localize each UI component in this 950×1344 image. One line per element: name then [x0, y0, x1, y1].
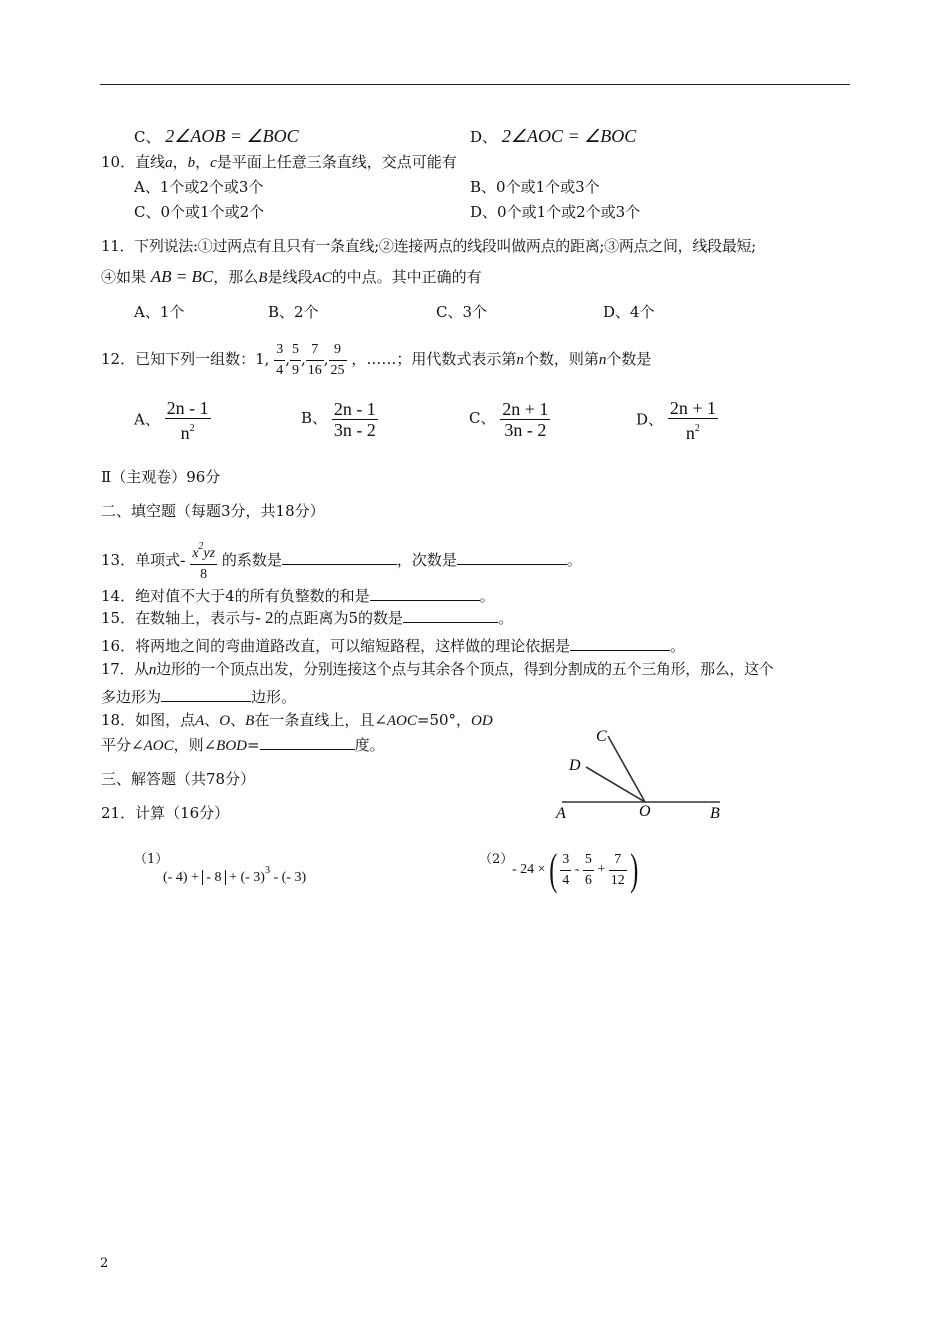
- q10-option-d: D、0个或1个或2个或3个: [470, 203, 641, 221]
- q18-point-b: B: [245, 713, 255, 729]
- q12-comma: ,: [300, 350, 306, 368]
- q12-stem-pre: 12．已知下列一组数：1,: [101, 350, 270, 368]
- figure-label-d: D: [569, 757, 581, 774]
- q13-pre: 13．单项式: [101, 551, 181, 569]
- q13-frac-den: 8: [200, 567, 208, 582]
- q17-line1-post: 边形的一个顶点出发，分别连接这个点与其余各个顶点，得到分割成的五个三角形，那么，这个: [156, 660, 774, 678]
- q12-seq-num: 5: [290, 340, 301, 361]
- q13-neg: -: [180, 552, 186, 569]
- q13-num-yz: yz: [203, 546, 216, 561]
- q12-option-a-label: A、: [134, 410, 160, 429]
- q11-line1: 11．下列说法:①过两点有且只有一条直线;②连接两点的线段叫做两点的距离;③两点之间，线段最短;: [101, 237, 756, 255]
- q16: [101, 635, 685, 656]
- q12-var-n: n: [598, 352, 607, 368]
- q11-option-a: A、1个: [134, 303, 185, 321]
- q15-pre: 15．在数轴上，表示与: [101, 609, 256, 627]
- q9-option-d-math: 2∠AOC = ∠BOC: [501, 126, 637, 146]
- q21-part2-frac2-den: 6: [584, 872, 592, 888]
- q10-sep2: ，: [195, 153, 211, 171]
- q13-frac-num: [190, 537, 217, 565]
- q9-option-c-math: 2∠AOB = ∠BOC: [165, 126, 299, 146]
- q12-seq-den: 25: [330, 362, 345, 378]
- q13: [101, 537, 582, 585]
- q21-part1-expr-a: (- 4) +: [163, 870, 203, 885]
- q21-part1-expr-c: - (- 3): [269, 870, 307, 885]
- q12-stem-post2: 个数，则第: [523, 350, 599, 368]
- q14-end: 。: [479, 587, 495, 605]
- q11-line2-mid2: 是线段: [267, 268, 313, 286]
- q9-option-c: [134, 126, 299, 147]
- q9-option-d-label: D、: [470, 128, 498, 146]
- q15: [101, 607, 513, 628]
- q12-seq-frac: [290, 340, 301, 381]
- page-number: 2: [100, 1256, 109, 1271]
- q10-var-b: b: [187, 155, 196, 171]
- q12-seq-den: 4: [276, 362, 284, 378]
- q10-stem: [101, 152, 457, 173]
- q12-option-d: [636, 398, 718, 443]
- q13-blank-coefficient[interactable]: [282, 549, 397, 565]
- q18-line2-eq: =: [246, 736, 260, 754]
- q12-stem-post3: 个数是: [606, 350, 652, 368]
- q12-option-d-den-base: n: [685, 423, 695, 443]
- q10-option-b: B、0个或1个或3个: [470, 178, 600, 196]
- q12-option-d-den: [668, 419, 718, 443]
- q11-line2-post: 的中点。其中正确的有: [331, 268, 482, 286]
- section3-title: 三、解答题（共78分）: [101, 770, 256, 788]
- q12-option-a-den-sup: 2: [189, 423, 195, 434]
- q13-num-x: x: [192, 546, 199, 561]
- q21-part2-frac1-num: 3: [560, 850, 571, 871]
- ray-oc: [608, 736, 645, 802]
- q21-part2-frac2: [583, 850, 594, 891]
- q12-seq-frac: [306, 340, 324, 381]
- q10-var-a: a: [165, 155, 173, 171]
- q12-option-c-frac: [500, 399, 550, 440]
- q18-angle-aoc: AOC: [143, 738, 174, 754]
- q17-line1-pre: 17．从: [101, 660, 149, 678]
- q12-option-a: [134, 398, 211, 443]
- section2-title: 二、填空题（每题3分，共18分）: [101, 502, 325, 520]
- q21-part1-expr: [163, 861, 306, 888]
- q21-part1-sup: 3: [264, 865, 270, 876]
- q15-blank[interactable]: [403, 607, 498, 623]
- q15-end: 。: [498, 609, 514, 627]
- q21-part1-abs: - 8: [202, 870, 225, 885]
- q11-line2-math: AB = BC: [150, 267, 214, 286]
- q21-part2-frac1: [560, 850, 571, 891]
- q17-line2-pre: 多边形为: [101, 688, 162, 706]
- q12-option-d-num: 2n + 1: [669, 398, 716, 418]
- q21-part2-expr: [512, 845, 641, 894]
- q12-option-b-label: B、: [301, 409, 328, 427]
- q10-option-c: C、0个或1个或2个: [134, 203, 265, 221]
- right-paren: ): [630, 845, 639, 894]
- q12-comma: ,: [323, 350, 329, 368]
- q11-option-d: D、4个: [603, 303, 655, 321]
- q12-seq-frac: [329, 340, 347, 381]
- q21-part2-frac3-den: 12: [610, 872, 625, 888]
- q12-seq-den: 16: [307, 362, 322, 378]
- q21-part2-label: （2）: [479, 852, 514, 867]
- q21-title: 21．计算（16分）: [101, 804, 230, 822]
- q17-line2: [101, 686, 296, 707]
- q21-part2-frac3-num: 7: [609, 850, 627, 871]
- figure-label-c: C: [596, 728, 607, 745]
- part2-title: Ⅱ（主观卷）96分: [101, 468, 221, 486]
- q12-stem: [101, 339, 651, 381]
- q12-var-n: n: [516, 352, 524, 368]
- q17-blank[interactable]: [161, 686, 251, 702]
- q16-text: 16．将两地之间的弯曲道路改直，可以缩短路程，这样做的理论依据是: [101, 637, 571, 655]
- q13-frac: [190, 537, 217, 585]
- q14: [101, 585, 495, 606]
- q11-line2-mid1: ，那么: [213, 268, 259, 286]
- q13-num-sup: 2: [198, 541, 204, 552]
- q11-var-ac: AC: [312, 270, 332, 286]
- header-rule: [100, 84, 850, 85]
- q21-part1-label: （1）: [134, 852, 169, 867]
- q18-line1-post: =50°，: [416, 711, 472, 729]
- q12-option-b-num: 2n - 1: [333, 398, 376, 419]
- q12-option-c-label: C、: [469, 409, 496, 427]
- q13-end: 。: [566, 551, 582, 569]
- q12-option-a-num: 2n - 1: [166, 398, 209, 418]
- q12-option-c-num: 2n + 1: [502, 398, 549, 419]
- q11-line2-pre: ④如果: [101, 268, 147, 286]
- q18-line1-pre: 18．如图，点: [101, 711, 196, 729]
- q21-part2-op1: -: [574, 862, 580, 878]
- q10-stem-pre: 10．直线: [101, 153, 166, 171]
- q18-line1: [101, 710, 493, 731]
- q12-seq-num: 3: [274, 340, 285, 361]
- q18-angle-bod: BOD: [216, 738, 247, 754]
- q17-var-n: n: [148, 662, 157, 678]
- q10-var-c: c: [210, 155, 217, 171]
- q12-option-d-frac: [668, 398, 718, 443]
- q16-blank[interactable]: [570, 635, 670, 651]
- q12-option-d-den-sup: 2: [694, 423, 700, 434]
- q13-blank-degree[interactable]: [457, 549, 567, 565]
- q10-sep1: ，: [172, 153, 188, 171]
- q12-seq-num: 7: [306, 340, 324, 361]
- q21-part2-frac2-num: 5: [583, 850, 594, 871]
- q21-part2-op2: +: [597, 862, 606, 878]
- q18-line2-mid: ，则∠: [173, 736, 217, 754]
- q12-seq-frac: [274, 340, 285, 381]
- q12-option-b: [301, 398, 378, 440]
- q18-line2-pre: 平分∠: [101, 736, 144, 754]
- q12-option-a-frac: [165, 398, 211, 443]
- q9-option-c-label: C、: [134, 128, 161, 146]
- q21-part2-frac1-den: 4: [562, 872, 570, 888]
- q15-math: - 2: [255, 608, 274, 627]
- figure-label-b: B: [710, 805, 720, 822]
- q12-comma: ,: [285, 350, 290, 368]
- q17-line1: [101, 659, 774, 680]
- q12-option-b-den: 3n - 2: [333, 419, 376, 440]
- q15-post: 的点距离为5的数是: [273, 609, 404, 627]
- q9-option-d: [470, 126, 636, 147]
- q14-text: 14．绝对值不大于4的所有负整数的和是: [101, 587, 370, 605]
- q18-blank[interactable]: [260, 734, 355, 750]
- q21-part2-pre: - 24 ×: [512, 862, 546, 878]
- q18-sep2: 、: [230, 711, 246, 729]
- figure-label-o: O: [639, 803, 651, 820]
- q18-line1-mid: 在一条直线上，且∠: [254, 711, 387, 729]
- q18-sep1: 、: [204, 711, 220, 729]
- q14-blank[interactable]: [370, 585, 480, 601]
- q18-line2-post: 度。: [354, 736, 385, 754]
- q10-stem-post: 是平面上任意三条直线，交点可能有: [216, 153, 457, 171]
- q12-option-d-label: D、: [636, 410, 664, 429]
- q11-line2: [101, 267, 482, 288]
- q12-seq-num: 9: [329, 340, 347, 361]
- q18-point-a: A: [195, 713, 205, 729]
- q16-end: 。: [670, 637, 686, 655]
- figure-label-a: A: [556, 805, 566, 822]
- q18-angle-aoc: AOC: [386, 713, 417, 729]
- q17-line2-post: 边形。: [251, 688, 297, 706]
- q13-mid: 的系数是: [221, 551, 282, 569]
- q18-line2: [101, 734, 385, 756]
- q11-var-b: B: [258, 270, 268, 286]
- q18-figure: [548, 722, 738, 827]
- q12-stem-post1: ，……；用代数式表示第: [351, 350, 517, 368]
- ray-od: [586, 767, 645, 802]
- q18-ray-od: OD: [471, 713, 493, 729]
- q10-option-a: A、1个或2个或3个: [134, 178, 264, 196]
- q12-option-a-den: [165, 419, 211, 443]
- q21-part1-expr-b: + (- 3): [225, 870, 265, 885]
- q21-part2-frac3: [609, 850, 627, 891]
- q12-seq-den: 9: [291, 362, 299, 378]
- q12-option-a-den-base: n: [180, 423, 190, 443]
- q13-mid2: ，次数是: [396, 551, 457, 569]
- left-paren: (: [548, 845, 557, 894]
- q12-option-b-frac: [332, 399, 378, 440]
- q12-option-c: [469, 398, 550, 440]
- q12-option-c-den: 3n - 2: [504, 419, 547, 440]
- q11-option-c: C、3个: [436, 303, 488, 321]
- q11-option-b: B、2个: [268, 303, 319, 321]
- q18-point-o: O: [219, 713, 231, 729]
